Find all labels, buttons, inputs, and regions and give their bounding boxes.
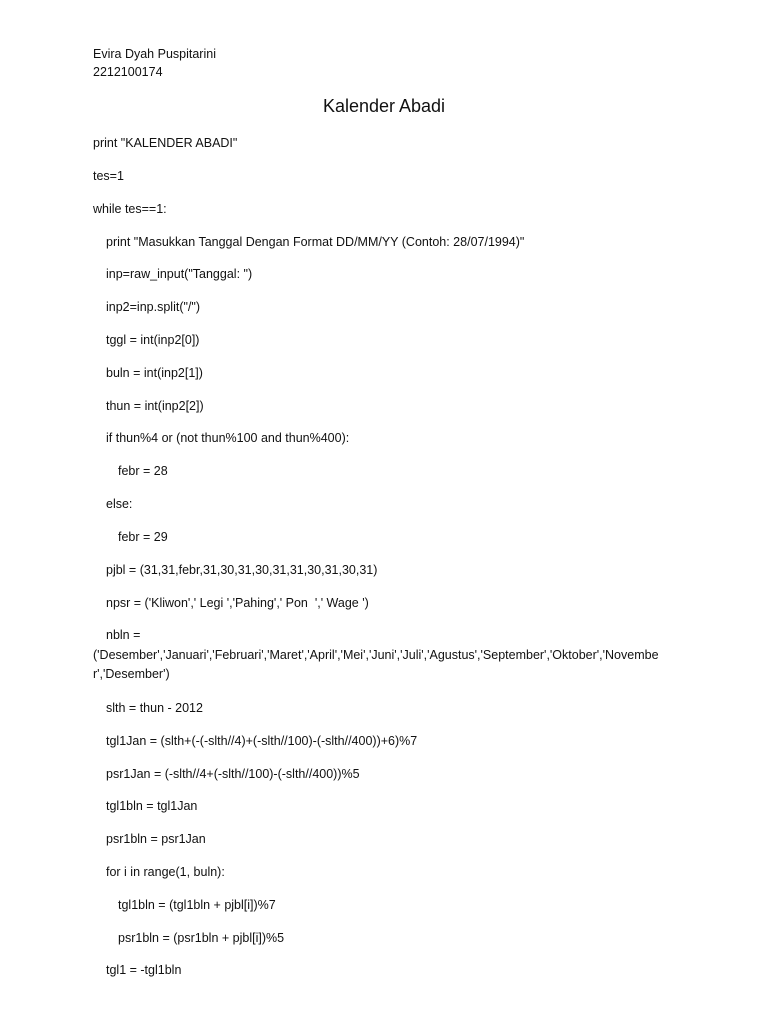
code-line: tgl1bln = tgl1Jan — [106, 799, 198, 813]
code-line: psr1Jan = (-slth//4+(-slth//100)-(-slth//400))%5 — [106, 767, 360, 781]
code-line: nbln = — [106, 628, 141, 642]
code-line: tes=1 — [93, 169, 124, 183]
author-block — [93, 45, 216, 81]
code-line: while tes==1: — [93, 202, 167, 216]
student-id: 2212100174 — [93, 65, 163, 79]
author-name: Evira Dyah Puspitarini — [93, 47, 216, 61]
code-line: print "KALENDER ABADI" — [93, 136, 238, 150]
code-line: else: — [106, 497, 133, 511]
code-line: tgl1Jan = (slth+(-(-slth//4)+(-slth//100)-(-slth//400))+6)%7 — [106, 734, 418, 748]
code-line: thun = int(inp2[2]) — [106, 399, 204, 413]
code-line: slth = thun - 2012 — [106, 701, 203, 715]
code-line: febr = 28 — [118, 464, 168, 478]
document-title: Kalender Abadi — [322, 96, 446, 116]
code-line: if thun%4 or (not thun%100 and thun%400): — [106, 431, 350, 445]
code-line: febr = 29 — [118, 530, 168, 544]
code-line: pjbl = (31,31,febr,31,30,31,30,31,31,30,31,30,31) — [106, 563, 378, 577]
code-line: buln = int(inp2[1]) — [106, 366, 203, 380]
code-line: tgl1 = -tgl1bln — [106, 963, 182, 977]
code-line: inp2=inp.split("/") — [106, 300, 200, 314]
code-line: for i in range(1, buln): — [106, 865, 225, 879]
code-line: npsr = ('Kliwon',' Legi ','Pahing',' Pon ',' Wage ') — [106, 596, 369, 610]
code-line: tggl = int(inp2[0]) — [106, 333, 200, 347]
code-line: psr1bln = (psr1bln + pjbl[i])%5 — [118, 931, 285, 945]
code-line: print "Masukkan Tanggal Dengan Format DD/MM/YY (Contoh: 28/07/1994)" — [106, 235, 525, 249]
code-line: tgl1bln = (tgl1bln + pjbl[i])%7 — [118, 898, 276, 912]
code-line-wrapped: ('Desember','Januari','Februari','Maret','April','Mei','Juni','Juli','Agustus','September','Oktober','November','Desember') — [93, 648, 659, 681]
code-line: inp=raw_input("Tanggal: ") — [106, 267, 253, 281]
code-line: psr1bln = psr1Jan — [106, 832, 206, 846]
